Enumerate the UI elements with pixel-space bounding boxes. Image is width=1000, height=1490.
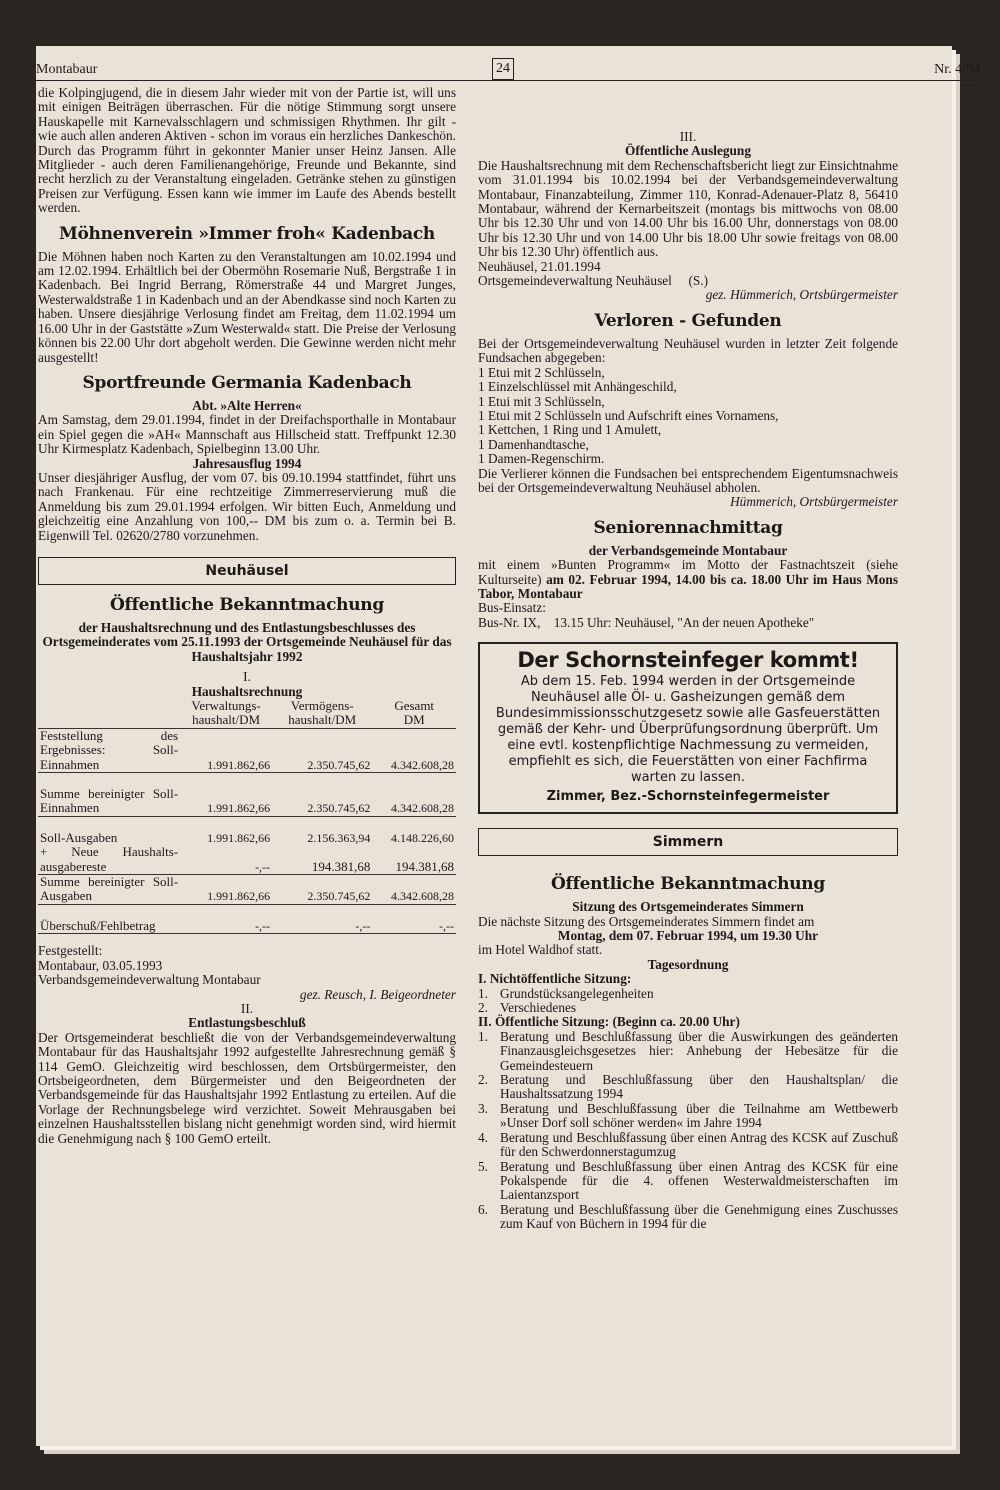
- part3-initial: (S.): [688, 273, 709, 289]
- cell: 2.350.745,62: [272, 787, 372, 816]
- section-neuhaeusel: Neuhäusel: [38, 557, 456, 585]
- cell: 1.991.862,66: [180, 787, 272, 816]
- issue-number: Nr. 4/94: [934, 62, 980, 77]
- list-item: 1 Kettchen, 1 Ring und 1 Amulett,: [478, 422, 662, 438]
- moehnen-heading: Möhnenverein »Immer froh« Kadenbach: [59, 223, 435, 244]
- part3-org-line: [478, 274, 898, 288]
- col-vermoegen: Vermögens- haushalt/DM: [272, 699, 372, 728]
- sport-heading: Sportfreunde Germania Kadenbach: [82, 372, 412, 393]
- part3-signature: gez. Hümmerich, Ortsbürgermeister: [705, 287, 898, 303]
- part1-number: I.: [243, 669, 251, 685]
- list-item: 1 Damenhandtasche,: [478, 436, 589, 452]
- part3-org: Ortsgemeindeverwaltung Neuhäusel: [478, 273, 672, 289]
- row-label: Überschuß/Fehlbetrag: [38, 919, 180, 934]
- row-label: Feststellung des Ergebnisses: Soll-Einnahmen: [40, 727, 179, 772]
- nichtoeffentlich-list: [478, 987, 898, 1016]
- cell: 194.381,68: [272, 845, 372, 874]
- list-item: 6. Beratung und Beschlußfassung über die Genehmigung eines Zuschusses zum Kauf von Büchern in 1994 für die: [478, 1201, 898, 1232]
- chimney-heading: Der Schornsteinfeger kommt!: [517, 648, 859, 673]
- simmern-place: im Hotel Waldhof statt.: [478, 942, 603, 958]
- festgestellt-signature: gez. Reusch, I. Beigeordneter: [299, 986, 456, 1002]
- row-label: Soll-Ausgaben: [40, 829, 118, 845]
- right-column: [478, 86, 898, 1232]
- bekanntmachung-heading: Öffentliche Bekanntmachung: [110, 594, 384, 615]
- ausflug-text: Unser diesjähriger Ausflug, der vom 07. bis 09.10.1994 stattfindet, führt uns nach Frankenau. Für eine rechtzeitige Zimmerreservierung muß die Anmeldung bis zum 29.01.1994 erfolgen. Wir bitten Euch, Anmeldung und gleichzeitig eine Anzahlung von 100,-- DM bis zum o. a. Termin bei B. Eigenwill Tel. 02620/2780 vorzunehmen.: [38, 469, 456, 543]
- chimney-signature: Zimmer, Bez.-Schornsteinfegermeister: [546, 789, 830, 805]
- sport-subheading: Abt. »Alte Herren«: [192, 397, 302, 413]
- sport-text: Am Samstag, dem 29.01.1994, findet in der Dreifachsporthalle in Montabaur ein Spiel gegen die »AH« Mannschaft aus Hillscheid statt. Treffpunkt 12.30 Uhr Kirmesplatz Kadenbach, Spielbeginn 13.00 Uhr.: [38, 412, 456, 457]
- list-item: 1 Etui mit 2 Schlüsseln und Aufschrift eines Vornamens,: [478, 407, 779, 423]
- nichtoeffentlich-heading: I. Nichtöffentliche Sitzung:: [478, 971, 632, 987]
- cell: 2.350.745,62: [272, 728, 372, 772]
- page-number: 24: [492, 58, 514, 80]
- cell: 194.381,68: [372, 845, 456, 874]
- verloren-heading: Verloren - Gefunden: [594, 310, 782, 331]
- table-header-row: [38, 699, 456, 728]
- simmern-text: Die nächste Sitzung des Ortsgemeinderates Simmern findet am: [478, 913, 815, 929]
- part3-number: III.: [679, 129, 697, 144]
- list-item: 1 Einzelschlüssel mit Anhängeschild,: [478, 379, 677, 395]
- simmern-subheading: Sitzung des Ortsgemeinderates Simmern: [572, 899, 804, 915]
- bekanntmachung-subheading: der Haushaltsrechnung und des Entlastungsbeschlusses des Ortsgemeinderates vom 25.11.1993 der Ortsgemeinde Neuhäusel für das Haushaltsjahr 1992: [42, 619, 452, 664]
- header-town: Montabaur: [36, 62, 98, 77]
- list-item: 1 Etui mit 3 Schlüsseln,: [478, 393, 605, 409]
- cell: 1.991.862,66: [180, 875, 272, 905]
- cell: 4.342.608,28: [372, 728, 456, 772]
- festgestellt-org: Verbandsgemeindeverwaltung Montabaur: [38, 972, 261, 988]
- col-verwaltung: Verwaltungs- haushalt/DM: [180, 699, 272, 728]
- festgestellt-date: Montabaur, 03.05.1993: [38, 957, 163, 973]
- list-item: 2. Beratung und Beschlußfassung über den Haushaltsplan/ die Haushaltssatzung 1994: [478, 1072, 898, 1102]
- tagesordnung-heading: Tagesordnung: [647, 956, 729, 972]
- verloren-intro: Bei der Ortsgemeindeverwaltung Neuhäusel wurden in letzter Zeit folgende Fundsachen abgegeben:: [478, 335, 898, 366]
- left-column: [38, 86, 456, 1146]
- simmern-date: Montag, dem 07. Februar 1994, um 19.30 Uhr: [557, 928, 819, 943]
- list-item: 1. Beratung und Beschlußfassung über die Auswirkungen des geänderten Finanzausgleichsgesetzes hier: Anhebung der Hebesätze für die Gemeindesteuern: [478, 1028, 898, 1073]
- section-simmern: Simmern: [478, 828, 898, 856]
- table-row: [38, 787, 456, 816]
- row-label: + Neue Haushalts-ausgabereste: [40, 844, 179, 874]
- row-label: Summe bereinigter Soll-Ausgaben: [40, 874, 179, 904]
- part3-text: Die Haushaltsrechnung mit dem Rechenschaftsbericht liegt zur Einsichtnahme vom 31.01.1994 bis 10.02.1994 bei der Verbandsgemeindeverwaltung Montabaur, Finanzabteilung, Zimmer 110, Konrad-Adenauer-Platz 8, 56410 Montabaur, während der Kernarbeitszeit (montags bis mittwochs von 08.00 Uhr bis 12.30 Uhr und von 14.00 Uhr bis 16.00 Uhr, donnerstags von 08.00 Uhr bis 12.30 Uhr und von 14.00 Uhr bis 18.00 Uhr sowie freitags von 08.00 Uhr bis 12.30 Uhr) öffentlich aus.: [478, 157, 898, 260]
- cell: -,--: [180, 919, 272, 934]
- senioren-bus: Bus-Einsatz:: [478, 600, 546, 616]
- cell: -,--: [180, 845, 272, 874]
- part3-heading: Öffentliche Auslegung: [625, 143, 751, 159]
- list-item: 1. Grundstücksangelegenheiten: [478, 985, 654, 1001]
- list-item: 3. Beratung und Beschlußfassung über die Teilnahme am Wettbewerb »Unser Dorf soll schöner werden« im Jahre 1994: [478, 1100, 898, 1131]
- oeffentlich-list: [478, 1030, 898, 1232]
- table-row: [38, 845, 456, 874]
- part2-heading: Entlastungsbeschluß: [188, 1015, 306, 1031]
- cell: 4.342.608,28: [372, 787, 456, 816]
- verloren-signature: Hümmerich, Ortsbürgermeister: [730, 494, 898, 510]
- cell: 1.991.862,66: [207, 830, 271, 845]
- table-row: [38, 875, 456, 905]
- cell: 2.350.745,62: [272, 875, 372, 905]
- cell: -,--: [272, 919, 372, 934]
- chimney-sweep-notice: [478, 642, 898, 814]
- table-row: [38, 831, 456, 845]
- part1-heading: Haushaltsrechnung: [191, 683, 303, 699]
- table-row: [38, 728, 456, 772]
- senioren-date: am 02. Februar 1994, 14.00 bis ca. 18.00 Uhr im Haus Mons Tabor, Montabaur: [478, 571, 899, 601]
- cell: 1.991.862,66: [180, 728, 272, 772]
- page-header: [36, 58, 980, 81]
- verloren-outro: Die Verlierer können die Fundsachen bei entsprechendem Eigentumsnachweis bei der Ortsgemeindeverwaltung Neuhäusel abholen.: [478, 465, 898, 495]
- list-item: 4. Beratung und Beschlußfassung über einen Antrag des KCSK auf Zuschuß für den Schwerdonnerstagumzug: [478, 1129, 898, 1160]
- part3-date: Neuhäusel, 21.01.1994: [478, 258, 601, 274]
- col-gesamt: Gesamt DM: [372, 699, 456, 728]
- ausflug-heading: Jahresausflug 1994: [192, 455, 302, 471]
- chimney-text: Ab dem 15. Feb. 1994 werden in der Ortsgemeinde Neuhäusel alle Öl- u. Gasheizungen gemäß dem Bundesimmissionsschutzgesetz sowie alle Gasfeuerstätten gemäß der Kehr- und Überprüfungsordnung überprüft. Um eine evtl. kostenpflichtige Nachmessung zu vermeiden, empfiehlt es sich, die Feuerstätten von einer Fachfirma warten zu lassen.: [495, 674, 881, 786]
- moehnen-text: Die Möhnen haben noch Karten zu den Veranstaltungen am 10.02.1994 und am 12.02.1994. Erhältlich bei der Obermöhn Rosemarie Nuß, Bergstraße 1 in Kadenbach. Bei Ingrid Berrang, Römerstraße 44 und Margret Junges, Westerwaldstraße 1 in Kadenbach und an der Abendkasse sind noch Karten zu haben. Unsere diesjährige Verlosung findet am Freitag, dem 11.02.1994 um 16.00 Uhr in der Gaststätte »Zum Westerwald« statt. Die Preise der Verlosung können bis 22.00 Uhr dort abgeholt werden. Die Gewinne werden nicht mehr ausgestellt!: [38, 248, 456, 365]
- senioren-bus-line: Bus-Nr. IX, 13.15 Uhr: Neuhäusel, "An der neuen Apotheke": [478, 614, 815, 630]
- part2-number: II.: [240, 1000, 254, 1016]
- row-label: Summe bereinigter Soll-Einnahmen: [40, 786, 179, 816]
- oeffentlich-heading: II. Öffentliche Sitzung: (Beginn ca. 20.00 Uhr): [478, 1014, 740, 1030]
- list-item: 1 Damen-Regenschirm.: [478, 451, 605, 467]
- senioren-text: [478, 558, 898, 601]
- festgestellt-label: Festgestellt:: [38, 943, 103, 959]
- cell: 4.342.608,28: [372, 875, 456, 905]
- senioren-subheading: der Verbandsgemeinde Montabaur: [588, 542, 788, 558]
- cell: 2.156.363,94: [307, 830, 371, 845]
- list-item: 2. Verschiedenes: [478, 1000, 577, 1016]
- senioren-text-start: mit einem »Bunten Programm« im Motto der Fastnachtszeit (siehe Kulturseite): [478, 557, 898, 587]
- cell: -,--: [372, 919, 456, 934]
- list-item: 5. Beratung und Beschlußfassung über einen Antrag des KCSK für eine Pokalspende für die 4. offenen Westerwaldmeisterschaften im Laientanzsport: [478, 1158, 898, 1203]
- cell: 4.148.226,60: [391, 830, 454, 845]
- list-item: 1 Etui mit 2 Schlüsseln,: [478, 364, 605, 380]
- part2-text: Der Ortsgemeinderat beschließt die von der Verbandsgemeindeverwaltung Montabaur für das Haushaltsjahr 1992 aufgestellte Jahresrechnung gemäß § 114 GemO. Gleichzeitig wird beschlossen, dem Ortsbürgermeister, den Ortsbeigeordneten, dem Bürgermeister und den Beigeordneten der Verbandsgemeinde für das Haushaltsjahr 1992 Entlastung zu erteilen. Auf die Vorlage der Rechnungsbelege wird verzichtet. Soweit Mehrausgaben bei einzelnen Haushaltsstellen bislang nicht genehmigt worden sind, wird hiermit die Genehmigung nach § 100 GemO erteilt.: [38, 1029, 456, 1146]
- simmern-bekanntmachung-heading: Öffentliche Bekanntmachung: [551, 874, 825, 895]
- kolping-text: die Kolpingjugend, die in diesem Jahr wieder mit von der Partie ist, will uns mit einigen Beiträgen überraschen. Für die nötige Stimmung sorgt unsere Hauskapelle mit Karnevalsschlagern und schmissigen Rhythmen. Ihr gilt - wie auch allen anderen Aktiven - schon im voraus ein herzliches Dankeschön. Durch das Programm führt in gekonnter Manier unser Heinz Jansen. Alle Mitglieder - auch deren Familienangehörige, Freunde und Bekannte, sind recht herzlich zu der Veranstaltung eingeladen. Getränke stehen zu günstigen Preisen zur Verfügung. Essen kann wie immer im Laufe des Abends bestellt werden.: [38, 85, 456, 216]
- senioren-heading: Seniorennachmittag: [593, 517, 783, 538]
- finance-table: [38, 699, 456, 934]
- table-row: [38, 919, 456, 934]
